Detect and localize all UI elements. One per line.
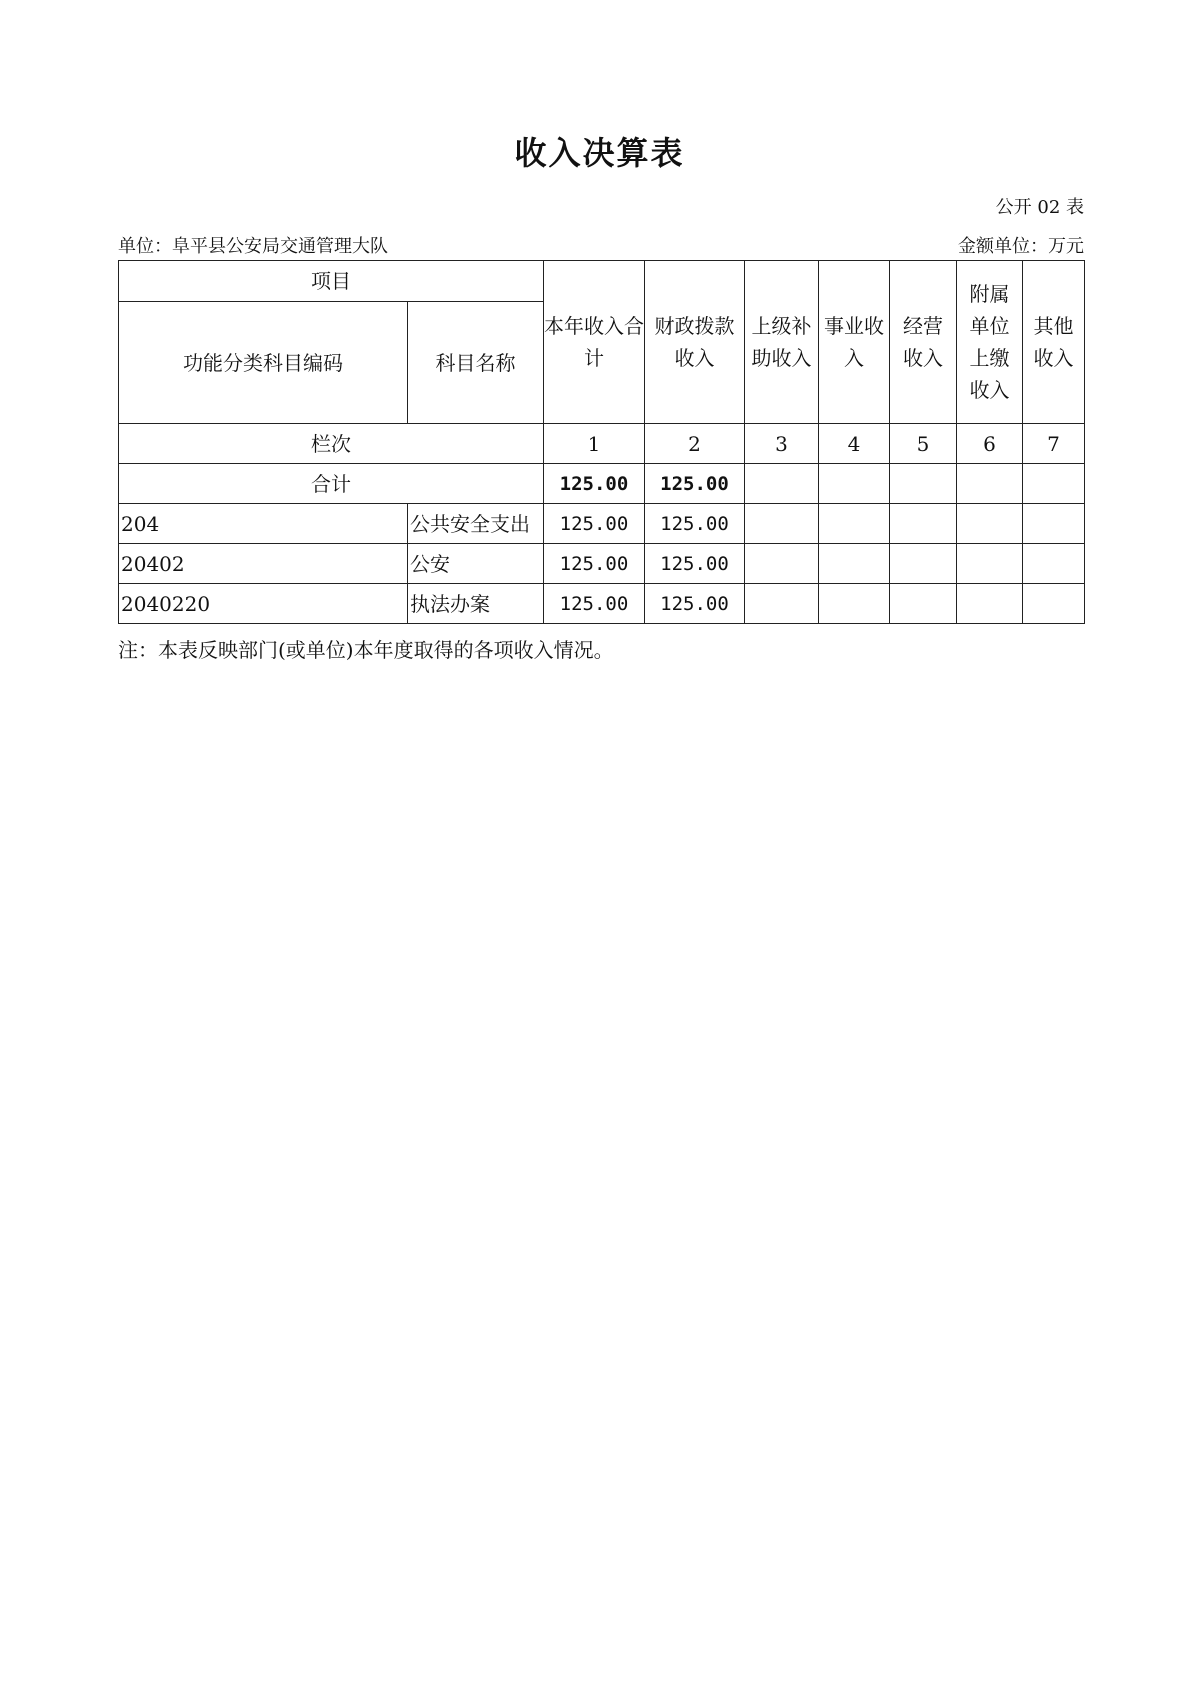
row-code: 204 [119, 504, 408, 544]
header-code: 功能分类科目编码 [119, 302, 408, 424]
table-note: 注：本表反映部门(或单位)本年度取得的各项收入情况。 [118, 638, 614, 662]
row-value [745, 504, 819, 544]
header-row-top [119, 261, 1085, 302]
row-name: 执法办案 [408, 584, 544, 624]
header-col-7: 其他收入 [1023, 261, 1085, 424]
row-value [957, 504, 1023, 544]
total-label: 合计 [119, 464, 544, 504]
table-row [119, 544, 1085, 584]
row-value: 125.00 [645, 544, 745, 584]
index-value: 4 [819, 424, 890, 464]
row-value [819, 544, 890, 584]
row-value: 125.00 [544, 504, 645, 544]
row-name: 公共安全支出 [408, 504, 544, 544]
index-value: 1 [544, 424, 645, 464]
index-value: 2 [645, 424, 745, 464]
row-code: 2040220 [119, 584, 408, 624]
row-value: 125.00 [645, 504, 745, 544]
form-number: 公开 02 表 [995, 197, 1084, 218]
index-value: 6 [957, 424, 1023, 464]
row-value [890, 504, 957, 544]
unit-label: 单位：阜平县公安局交通管理大队 [118, 236, 388, 257]
row-name: 公安 [408, 544, 544, 584]
total-row [119, 464, 1085, 504]
index-value: 7 [1023, 424, 1085, 464]
index-label: 栏次 [119, 424, 544, 464]
header-col-6: 附属单位上缴收入 [957, 261, 1023, 424]
index-value: 3 [745, 424, 819, 464]
header-name: 科目名称 [408, 302, 544, 424]
header-col-5: 经营收入 [890, 261, 957, 424]
table-row [119, 504, 1085, 544]
income-statement-table [118, 260, 1085, 624]
header-item: 项目 [119, 261, 544, 302]
row-value: 125.00 [645, 584, 745, 624]
amount-unit-label: 金额单位：万元 [958, 236, 1084, 257]
row-value [1023, 504, 1085, 544]
row-value [745, 584, 819, 624]
header-col-2: 财政拨款收入 [645, 261, 745, 424]
header-col-1: 本年收入合计 [544, 261, 645, 424]
total-value [890, 464, 957, 504]
header-col-3: 上级补助收入 [745, 261, 819, 424]
row-value [890, 544, 957, 584]
row-value [1023, 544, 1085, 584]
row-value [745, 544, 819, 584]
row-value: 125.00 [544, 584, 645, 624]
row-value [957, 544, 1023, 584]
total-value: 125.00 [544, 464, 645, 504]
row-value [957, 584, 1023, 624]
row-code: 20402 [119, 544, 408, 584]
row-value [1023, 584, 1085, 624]
total-value [819, 464, 890, 504]
total-value: 125.00 [645, 464, 745, 504]
row-value [890, 584, 957, 624]
header-col-4: 事业收入 [819, 261, 890, 424]
table-row [119, 584, 1085, 624]
index-value: 5 [890, 424, 957, 464]
row-value [819, 504, 890, 544]
row-value [819, 584, 890, 624]
index-row [119, 424, 1085, 464]
page-title: 收入决算表 [514, 134, 685, 172]
total-value [957, 464, 1023, 504]
total-value [1023, 464, 1085, 504]
total-value [745, 464, 819, 504]
row-value: 125.00 [544, 544, 645, 584]
